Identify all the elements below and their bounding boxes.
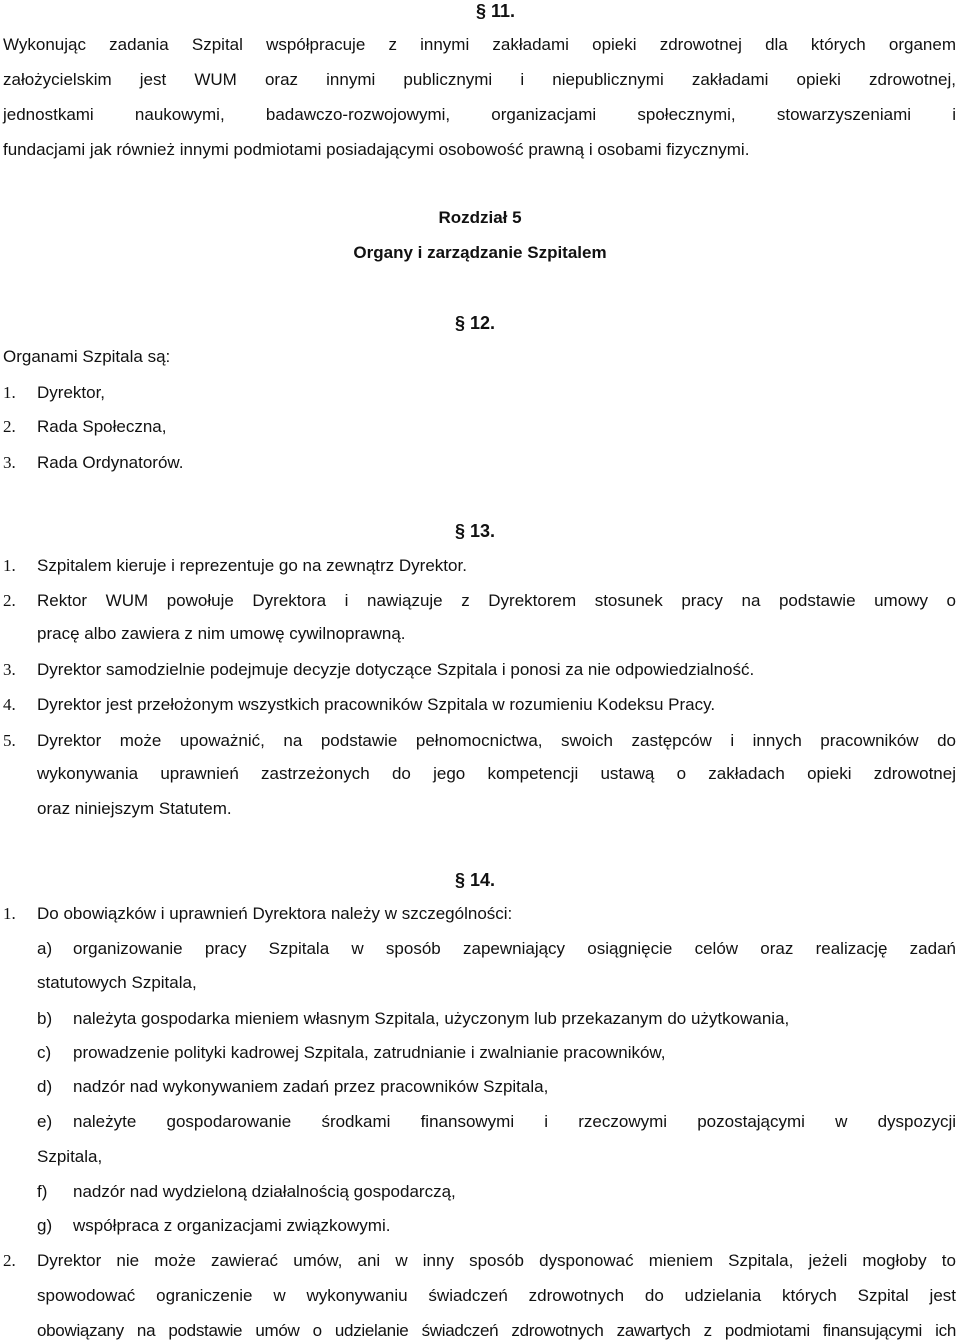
list-number: 4. [3, 695, 16, 714]
section-11-line-2: założycielskim jest WUM oraz innymi publicznymi i niepublicznymi zakładami opieki zdrowotnej, [3, 70, 956, 89]
section-14-item-1: Do obowiązków i uprawnień Dyrektora należy w szczególności: [37, 904, 513, 923]
chapter-number: Rozdział 5 [438, 208, 522, 227]
list-number: 5. [3, 731, 16, 750]
section-13-heading: § 13. [455, 521, 496, 541]
letter-marker: f) [37, 1182, 48, 1201]
list-number: 2. [3, 591, 16, 610]
section-11-line-3: jednostkami naukowymi, badawczo-rozwojowymi, organizacjami społecznymi, stowarzyszeniami i [3, 105, 956, 124]
organ-item-social-council: Rada Społeczna, [37, 417, 167, 436]
list-number: 1. [3, 383, 16, 402]
list-number: 3. [3, 453, 16, 472]
section-11-heading: § 11. [476, 1, 516, 21]
section-13-item-5-line-1: Dyrektor może upoważnić, na podstawie pełnomocnictwa, swoich zastępców i innych pracowników do [37, 731, 956, 750]
section-12-heading: § 12. [455, 313, 496, 333]
duty-g: współpraca z organizacjami związkowymi. [73, 1216, 391, 1235]
duty-a-line-2: statutowych Szpitala, [37, 973, 197, 992]
duty-f: nadzór nad wydzieloną działalnością gospodarczą, [73, 1182, 456, 1201]
list-number: 1. [3, 904, 16, 923]
duty-a-line-1: organizowanie pracy Szpitala w sposób zapewniający osiągnięcie celów oraz realizację zadań [73, 939, 956, 958]
section-13-item-2-line-1: Rektor WUM powołuje Dyrektora i nawiązuje z Dyrektorem stosunek pracy na podstawie umowy o [37, 591, 956, 610]
letter-marker: b) [37, 1009, 53, 1028]
section-14-item-2-line-1: Dyrektor nie może zawierać umów, ani w inny sposób dysponować mieniem Szpitala, jeżeli mogłoby to [37, 1251, 956, 1270]
letter-marker: g) [37, 1216, 53, 1235]
letter-marker: d) [37, 1077, 53, 1096]
list-number: 2. [3, 417, 16, 436]
duty-b: należyta gospodarka mieniem własnym Szpitala, użyczonym lub przekazanym do użytkowania, [73, 1009, 790, 1028]
section-14-item-2-line-3: obowiązany na podstawie umów o udzielanie świadczeń zdrowotnych zawartych z podmiotami finansującymi ich [37, 1321, 956, 1340]
section-11-line-1: Wykonując zadania Szpital współpracuje z innymi zakładami opieki zdrowotnej dla których organem [3, 35, 956, 54]
duty-d: nadzór nad wykonywaniem zadań przez pracowników Szpitala, [73, 1077, 549, 1096]
organ-item-director: Dyrektor, [37, 383, 106, 402]
organ-item-ordinators-council: Rada Ordynatorów. [37, 453, 184, 472]
list-number: 2. [3, 1251, 16, 1270]
chapter-title: Organy i zarządzanie Szpitalem [353, 243, 607, 262]
section-13-item-3: Dyrektor samodzielnie podejmuje decyzje dotyczące Szpitala i ponosi za nie odpowiedzialność. [37, 660, 755, 679]
duty-c: prowadzenie polityki kadrowej Szpitala, zatrudnianie i zwalnianie pracowników, [73, 1043, 666, 1062]
section-13-item-4: Dyrektor jest przełożonym wszystkich pracowników Szpitala w rozumieniu Kodeksu Pracy. [37, 695, 716, 714]
section-13-item-2-line-2: pracę albo zawiera z nim umowę cywilnoprawną. [37, 624, 406, 643]
letter-marker: a) [37, 939, 53, 958]
section-11-line-4: fundacjami jak również innymi podmiotami posiadającymi osobowość prawną i osobami fizycznymi. [3, 140, 750, 159]
section-14-item-2-line-2: spowodować ograniczenie w wykonywaniu świadczeń zdrowotnych do udzielania których Szpital jest [37, 1286, 956, 1305]
list-number: 3. [3, 660, 16, 679]
section-13-item-5-line-3: oraz niniejszym Statutem. [37, 799, 232, 818]
list-number: 1. [3, 556, 16, 575]
duty-e-line-2: Szpitala, [37, 1147, 103, 1166]
section-14-heading: § 14. [455, 870, 496, 890]
section-12-intro: Organami Szpitala są: [3, 347, 171, 366]
letter-marker: c) [37, 1043, 52, 1062]
section-13-item-1: Szpitalem kieruje i reprezentuje go na zewnątrz Dyrektor. [37, 556, 467, 575]
section-13-item-5-line-2: wykonywania uprawnień zastrzeżonych do jego kompetencji ustawą o zakładach opieki zdrowotnej [37, 764, 956, 783]
letter-marker: e) [37, 1112, 53, 1131]
duty-e-line-1: należyte gospodarowanie środkami finansowymi i rzeczowymi pozostającymi w dyspozycji [73, 1112, 956, 1131]
